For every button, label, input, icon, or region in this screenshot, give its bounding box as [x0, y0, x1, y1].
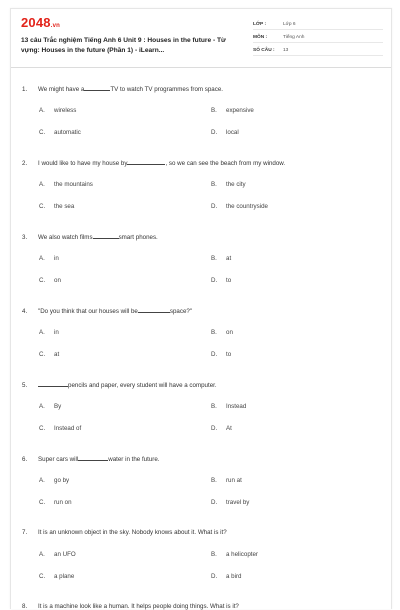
answer-option[interactable]: [211, 499, 249, 506]
answer-option[interactable]: [39, 351, 59, 358]
option-letter: B.: [211, 551, 217, 558]
question-text-after: space?": [169, 308, 193, 315]
question-text-after: TV to watch TV programmes from space.: [110, 86, 224, 93]
option-text: an UFO: [54, 551, 76, 558]
answer-option[interactable]: [39, 573, 74, 580]
option-letter: C.: [39, 351, 46, 358]
option-letter: C.: [39, 499, 46, 506]
option-letter: D.: [211, 203, 218, 210]
answer-option[interactable]: [211, 277, 231, 284]
question-number: 1.: [22, 86, 28, 93]
answer-option[interactable]: [39, 203, 74, 210]
question-number: 4.: [22, 308, 28, 315]
question-text-after: water in the future.: [108, 456, 160, 463]
option-text: run at: [226, 477, 242, 484]
answer-blank: [127, 159, 165, 165]
question-stem: [22, 307, 192, 315]
question-stem: [22, 85, 223, 93]
option-letter: C.: [39, 277, 46, 284]
meta-key: SỐ CÂU :: [253, 47, 275, 53]
option-letter: D.: [211, 425, 218, 432]
question-stem: [22, 381, 217, 389]
question-text: "Do you think that our houses will be: [38, 308, 138, 315]
option-letter: A.: [39, 477, 45, 484]
option-text: travel by: [226, 499, 250, 506]
option-text: go by: [54, 477, 70, 484]
question-text-after: pencils and paper, every student will have a computer.: [68, 382, 217, 389]
meta-row-subject: [253, 32, 383, 43]
option-text: the sea: [54, 203, 75, 210]
answer-blank: [138, 307, 170, 313]
option-letter: A.: [39, 255, 45, 262]
option-letter: A.: [39, 551, 45, 558]
option-text: wireless: [54, 107, 77, 114]
answer-option[interactable]: [39, 403, 61, 410]
answer-blank: [78, 455, 108, 461]
question-number: 2.: [22, 160, 28, 167]
question-number: 7.: [22, 529, 28, 536]
option-letter: C.: [39, 129, 46, 136]
question-number: 3.: [22, 234, 28, 241]
meta-value: 13: [283, 47, 289, 53]
answer-blank: [84, 85, 110, 91]
answer-option[interactable]: [211, 477, 242, 484]
answer-option[interactable]: [211, 129, 239, 136]
option-text: in: [54, 255, 59, 262]
answer-option[interactable]: [211, 203, 268, 210]
meta-key: MÔN :: [253, 34, 268, 40]
worksheet-meta: [253, 19, 383, 58]
option-letter: D.: [211, 129, 218, 136]
meta-row-question-count: [253, 45, 383, 56]
option-text: expensive: [226, 107, 254, 114]
answer-option[interactable]: [39, 255, 59, 262]
question-text-after: smart phones.: [118, 234, 158, 241]
option-text: on: [54, 277, 61, 284]
option-letter: D.: [211, 499, 218, 506]
question-number: 8.: [22, 603, 28, 610]
worksheet-header: [11, 9, 391, 68]
option-letter: A.: [39, 403, 45, 410]
option-letter: C.: [39, 203, 46, 210]
answer-blank: [93, 233, 119, 239]
question-text: It is a machine look like a human. It helps people doing things. What is it?: [38, 603, 239, 610]
option-letter: C.: [39, 573, 46, 580]
option-text: Instead of: [54, 425, 82, 432]
option-text: Instead: [226, 403, 247, 410]
answer-option[interactable]: [211, 329, 233, 336]
answer-option[interactable]: [39, 329, 59, 336]
answer-option[interactable]: [39, 277, 61, 284]
question-stem: [22, 159, 285, 167]
option-text: in: [54, 329, 59, 336]
answer-option[interactable]: [211, 573, 241, 580]
option-letter: B.: [211, 181, 217, 188]
meta-key: LỚP :: [253, 21, 267, 27]
answer-option[interactable]: [211, 351, 231, 358]
answer-option[interactable]: [39, 499, 72, 506]
option-text: to: [226, 351, 232, 358]
option-text: local: [226, 129, 239, 136]
option-letter: B.: [211, 329, 217, 336]
question-text: It is an unknown object in the sky. Nobody knows about it. What is it?: [38, 529, 227, 536]
option-letter: B.: [211, 403, 217, 410]
option-letter: B.: [211, 477, 217, 484]
answer-option[interactable]: [39, 425, 81, 432]
worksheet-page: [10, 8, 392, 609]
option-text: the countryside: [226, 203, 268, 210]
option-letter: D.: [211, 573, 218, 580]
answer-blank: [38, 381, 68, 387]
question-text-after: , so we can see the beach from my window.: [165, 160, 286, 167]
option-text: at: [226, 255, 232, 262]
option-text: a bird: [226, 573, 242, 580]
meta-row-grade: [253, 19, 383, 30]
question-number: 5.: [22, 382, 28, 389]
site-logo[interactable]: 2048.vn: [21, 15, 61, 30]
option-letter: D.: [211, 351, 218, 358]
answer-option[interactable]: [211, 425, 232, 432]
option-letter: A.: [39, 181, 45, 188]
answer-option[interactable]: [39, 129, 81, 136]
question-stem: [22, 603, 239, 610]
option-letter: D.: [211, 277, 218, 284]
option-letter: B.: [211, 255, 217, 262]
answer-option[interactable]: [211, 181, 246, 188]
question-stem: [22, 455, 159, 463]
answer-option[interactable]: [211, 107, 254, 114]
option-text: a helicopter: [226, 551, 258, 558]
meta-value: Lớp 6: [283, 21, 296, 27]
option-letter: C.: [39, 425, 46, 432]
question-number: 6.: [22, 456, 28, 463]
option-text: run on: [54, 499, 72, 506]
question-text: We might have a: [38, 86, 85, 93]
meta-value: Tiếng Anh: [283, 34, 305, 40]
option-text: at: [54, 351, 60, 358]
answer-option[interactable]: [211, 403, 246, 410]
question-text: I would like to have my house by: [38, 160, 128, 167]
option-letter: A.: [39, 329, 45, 336]
question-stem: [22, 529, 227, 536]
option-text: a plane: [54, 573, 75, 580]
worksheet-title: 13 câu Trắc nghiệm Tiếng Anh 6 Unit 9 : Houses in the future - Từ vựng: Houses in the future (Phần 1) - iLearn...: [21, 37, 226, 54]
question-stem: [22, 233, 158, 241]
answer-option[interactable]: [211, 255, 231, 262]
question-text: We also watch films: [38, 234, 93, 241]
answer-option[interactable]: [39, 181, 93, 188]
option-text: By: [54, 403, 62, 410]
option-text: on: [226, 329, 233, 336]
answer-option[interactable]: [39, 477, 69, 484]
option-letter: A.: [39, 107, 45, 114]
option-letter: B.: [211, 107, 217, 114]
option-text: automatic: [54, 129, 81, 136]
question-text: Super cars will: [38, 456, 79, 463]
option-text: to: [226, 277, 232, 284]
option-text: the mountains: [54, 181, 93, 188]
answer-option[interactable]: [39, 551, 76, 558]
answer-option[interactable]: [39, 107, 76, 114]
answer-option[interactable]: [211, 551, 258, 558]
option-text: the city: [226, 181, 246, 188]
option-text: At: [226, 425, 232, 432]
